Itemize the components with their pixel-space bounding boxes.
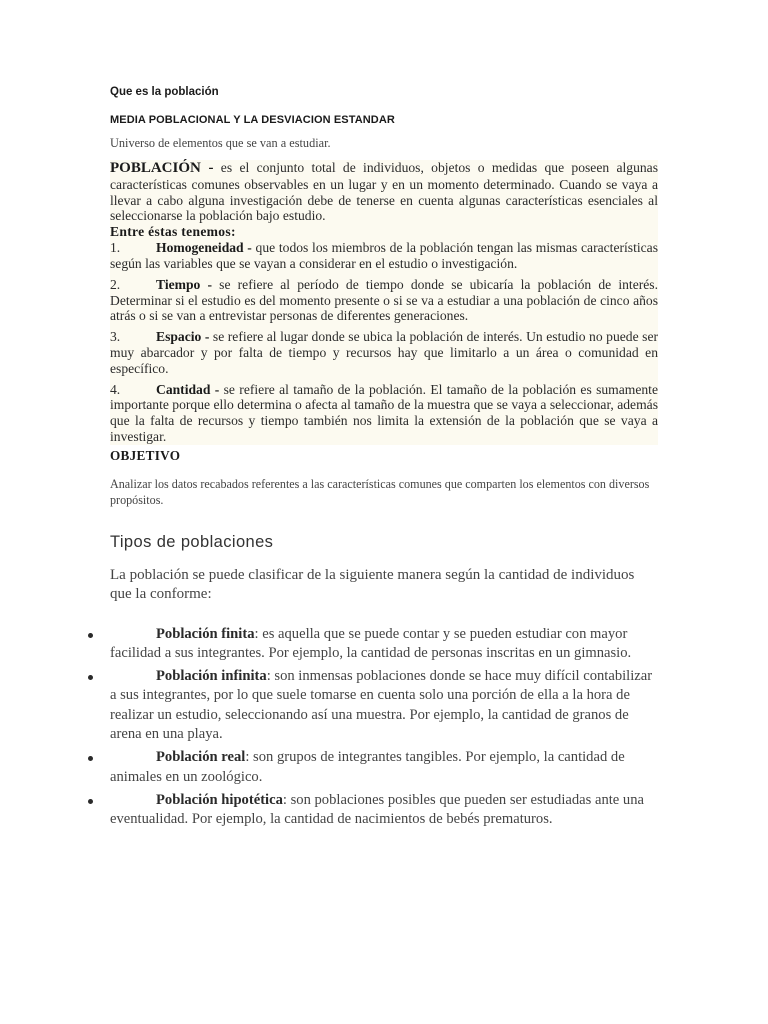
item-number: 1.	[110, 240, 121, 256]
list-item	[110, 748, 658, 787]
list-item	[110, 791, 658, 830]
objetivo-heading: OBJETIVO	[110, 447, 181, 463]
list-item	[110, 240, 658, 272]
list-item	[110, 382, 658, 445]
poblacion-term: POBLACIÓN -	[110, 160, 214, 176]
bullet-icon	[88, 633, 93, 638]
bullet-text: : son grupos de integrantes tangibles. Por ejemplo, la cantidad de animales en un zoológico.	[110, 749, 625, 785]
list-item	[110, 625, 658, 664]
item-term: Espacio -	[156, 329, 210, 345]
document-page	[110, 86, 658, 834]
bullet-text: : es aquella que se puede contar y se pueden estudiar con mayor facilidad a sus integrantes. Por ejemplo, la cantidad de personas inscritas en un gimnasio.	[110, 625, 632, 661]
document-subtitle: MEDIA POBLACIONAL Y LA DESVIACION ESTANDAR	[110, 114, 395, 126]
tipos-intro: La población se puede clasificar de la siguiente manera según la cantidad de individuos que la conforme:	[110, 566, 635, 603]
bullet-term: Población infinita	[156, 668, 267, 685]
item-term: Tiempo -	[156, 276, 212, 292]
list-item	[110, 277, 658, 324]
bullet-icon	[88, 675, 93, 680]
bullet-text: : son poblaciones posibles que pueden ser estudiadas ante una eventualidad. Por ejemplo, la cantidad de nacimientos de bebés prematuros.	[110, 791, 644, 828]
item-text: se refiere al tamaño de la población. El tamaño de la población es sumamente importante porque ello determina o afecta al tamaño de la muestra que se vaya a seleccionar, además que la falta de recursos y tiempo también nos limita la extensión de la población que se vaya a investigar.	[110, 381, 658, 444]
document-title: Que es la población	[110, 86, 219, 98]
item-number: 2.	[110, 276, 121, 292]
item-number: 3.	[110, 329, 121, 345]
characteristics-list	[110, 240, 658, 445]
list-item	[110, 667, 658, 744]
bullet-icon	[88, 799, 93, 804]
item-term: Cantidad -	[156, 381, 220, 397]
bullet-text: : son inmensas poblaciones donde se hace muy difícil contabilizar a sus integrantes, por lo que suele tomarse en cuenta solo una porción de ella a la hora de realizar un estudio, seleccionando así una muestra. Por ejemplo, la cantidad de granos de arena en una playa.	[110, 668, 653, 743]
entre-heading: Entre éstas tenemos:	[110, 224, 236, 240]
objetivo-text: Analizar los datos recabados referentes a las características comunes que comparten los elementos con diversos propósitos.	[110, 476, 650, 508]
universe-definition: Universo de elementos que se van a estudiar.	[110, 136, 331, 150]
bullet-term: Población finita	[156, 625, 255, 642]
item-text: que todos los miembros de la población tengan las mismas características según las variables que se vayan a considerar en el estudio o investigación.	[110, 240, 658, 271]
item-number: 4.	[110, 381, 121, 397]
poblacion-text: es el conjunto total de individuos, objetos o medidas que poseen algunas características comunes observables en un lugar y en un momento determinado. Cuando se vaya a llevar a cabo alguna investigación debe de tenerse en cuenta algunas características esenciales al seleccionarse la población bajo estudio.	[110, 160, 658, 224]
item-text: se refiere al lugar donde se ubica la población de interés. Un estudio no puede ser muy abarcador y por falta de tiempo y recursos hay que limitarlo a un área o comunidad en específico.	[110, 329, 659, 376]
bullet-term: Población hipotética	[156, 791, 283, 808]
highlighted-definition-block	[110, 160, 658, 445]
item-term: Homogeneidad -	[156, 240, 252, 256]
poblacion-paragraph	[110, 160, 658, 224]
list-item	[110, 329, 658, 376]
item-text: se refiere al período de tiempo donde se ubicaría la población de interés. Determinar si el estudio es del momento presente o si se va a estudiar a una población de cinco años atrás o si se van a entrevistar personas de diferentes generaciones.	[110, 276, 658, 324]
tipos-heading: Tipos de poblaciones	[110, 532, 274, 551]
bullet-icon	[88, 756, 93, 761]
tipos-bullet-list	[110, 625, 658, 830]
bullet-term: Población real	[156, 749, 246, 766]
